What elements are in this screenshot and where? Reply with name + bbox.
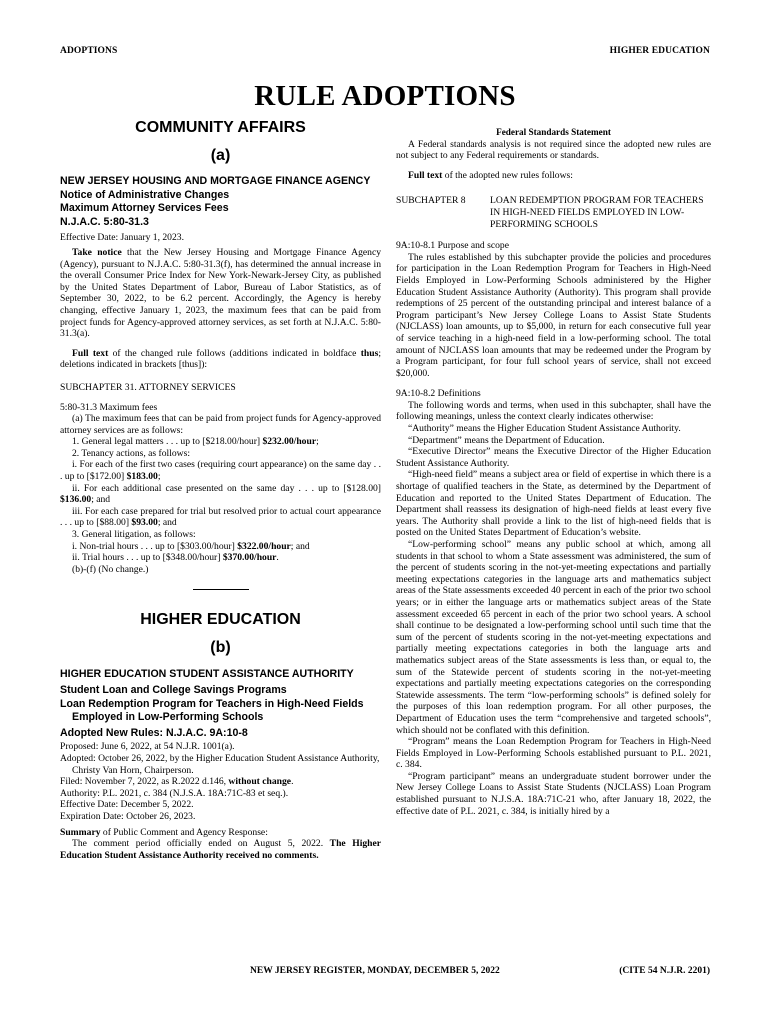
notice-type: Notice of Administrative Changes xyxy=(60,188,230,201)
rule-item-2-iii xyxy=(60,506,381,529)
agency-name: NEW JERSEY HOUSING AND MORTGAGE FINANCE AGENCY xyxy=(60,175,371,187)
effective-date: Effective Date: December 5, 2022. xyxy=(60,799,194,811)
running-header xyxy=(60,46,710,60)
subchapter-heading xyxy=(396,195,711,230)
full-text-note xyxy=(396,170,711,182)
text: i. For each of the first two cases (requiring court appearance) on the same day . . . up to [$172.00] xyxy=(60,459,381,483)
section-divider xyxy=(193,589,249,590)
text: . xyxy=(276,552,279,564)
rule-paragraph-b-f: (b)-(f) (No change.) xyxy=(72,563,149,575)
page-title: RULE ADOPTIONS xyxy=(254,80,516,112)
text: iii. For each case prepared for trial but resolved prior to actual court appearance . . . up to [$88.00] xyxy=(60,505,381,529)
rule-item-2: 2. Tenancy actions, as follows: xyxy=(72,447,190,459)
header-left: ADOPTIONS xyxy=(60,46,118,56)
text: ii. For each additional case presented on the same day . . . up to [$128.00] xyxy=(72,482,381,494)
section-body: The rules established by this subchapter provide the policies and procedures for participation in the Loan Redemption Program for Teachers in High-Need Fields Employed in Low-Performing Schools administered by the Higher Education Student Assistance Authority (Authority). This program shall provide redemptions of 25 percent of the outstanding principal and interest balance of a Program participant’s New Jersey College Loans to Assist State Students (NJCLASS) loan amounts, up to $5,000, in return for each consecutive full year of service teaching in a high-need field in a low-performing school. The total amount of NJCLASS loan amounts that may be redeemed under the Program by a Program participant, for four full school years of service, shall not exceed $20,000. xyxy=(396,251,711,379)
text: ; xyxy=(157,471,161,483)
rule-item-2-i xyxy=(60,459,381,482)
full-text-note xyxy=(60,348,381,371)
footer-citation: (CITE 54 N.J.R. 2201) xyxy=(619,966,710,976)
added-text: $370.00/hour xyxy=(222,552,277,564)
rule-topic: Maximum Attorney Services Fees xyxy=(60,202,229,215)
federal-standards-body: A Federal standards analysis is not required since the adopted new rules are not subject to any Federal requirements or standards. xyxy=(396,138,711,162)
subchapter-title: LOAN REDEMPTION PROGRAM FOR TEACHERS IN HIGH-NEED FIELDS EMPLOYED IN LOW-PERFORMING SCHOOLS xyxy=(490,195,704,230)
added-text: $136.00 xyxy=(60,494,92,506)
subchapter-heading: SUBCHAPTER 31. ATTORNEY SERVICES xyxy=(60,381,236,393)
full-text-lead: Full text xyxy=(72,347,109,359)
rule-code: N.J.A.C. 5:80-31.3 xyxy=(60,215,149,228)
item-letter: (a) xyxy=(210,147,231,164)
rule-item-3-i xyxy=(60,541,381,553)
summary-lead: Summary xyxy=(60,826,101,838)
full-text-body-end: ; deletions indicated in brackets [thus]): xyxy=(60,347,381,371)
rule-item-2-ii xyxy=(60,483,381,506)
right-column xyxy=(396,127,711,817)
definition: “Low-performing school” means any public school at which, among all students in that school to whom a State assessment was administered, the sum of the percent of students scoring in the not-yet-meeting expectations and partially meeting expectations categories in the language arts and mathematics subject areas of the State assessments exceeded 40 percent in each of the prior two school years; or in either the language arts or mathematics subject areas of the State assessment exceeded 65 percent in each of the prior two school years. A school shall continue to be designated a low-performing school until such time that the sum of the percent of students scoring in the not-yet-meeting expectations and partially meeting expectations categories in both the language arts and mathematics subject areas of the State assessments is less than, or equal to, the sum of the Statewide percent of students scoring in the not-yet-meeting expectations and partially meeting expectations categories on the corresponding Statewide assessments. The term “low-performing schools” is defined solely for the purposes of this loan redemption program. For all other purposes, the Department of Education uses the term “comprehensive and targeted schools”, which should not be conflated with this definition. xyxy=(396,539,711,736)
text: ; and xyxy=(91,494,111,506)
definition: “Department” means the Department of Education. xyxy=(408,434,605,446)
department-heading: HIGHER EDUCATION xyxy=(140,611,301,629)
rule-item-3: 3. General litigation, as follows: xyxy=(72,529,196,541)
comment-paragraph xyxy=(60,838,381,861)
text: ; xyxy=(316,436,319,448)
item-letter: (b) xyxy=(210,639,231,657)
definition: “Program participant” means an undergraduate student borrower under the New Jersey College Loans to Assist State Students (NJCLASS) Loan Program established pursuant to N.J.S.A. 18A:71C-21 who, after January 18, 2022, the effective date of P.L. 2021, c. 384, is initially hired by a xyxy=(396,770,711,817)
text: . xyxy=(291,776,294,788)
rule-item-3-ii xyxy=(60,552,381,564)
authority-line: Authority: P.L. 2021, c. 384 (N.J.S.A. 18A:71C-83 et seq.). xyxy=(60,787,289,799)
added-text: $93.00 xyxy=(131,517,158,529)
effective-date: Effective Date: January 1, 2023. xyxy=(60,232,184,244)
summary-body: of Public Comment and Agency Response: xyxy=(100,826,268,838)
definition: “High-need field” means a subject area or field of expertise in which there is a shortage of qualified teachers in the State, as determined by the Department of Education and reported to the United States Department of Education. The Department shall reassess its designation of high-need fields at least every five years. The Authority shall provide a link to the list of high-need fields that is posted on the United States Department of Education’s website. xyxy=(396,469,711,539)
section-heading: 9A:10-8.1 Purpose and scope xyxy=(396,240,509,252)
adopted-line: Adopted: October 26, 2022, by the Higher Education Student Assistance Authority, Christy Van Horn, Chairperson. xyxy=(60,752,380,776)
full-text-lead: Full text xyxy=(408,169,443,181)
text: The comment period officially ended on August 5, 2022. xyxy=(72,838,330,850)
program-subtitle: Loan Redemption Program for Teachers in High-Need Fields Employed in Low-Performing Schools xyxy=(60,697,364,724)
full-text-body: of the adopted new rules follows: xyxy=(442,169,573,181)
full-text-body: of the changed rule follows (additions indicated in boldface xyxy=(108,347,361,359)
section-intro: The following words and terms, when used in this subchapter, shall have the following meanings, unless the context clearly indicates otherwise: xyxy=(396,399,711,423)
bold-text: without change xyxy=(228,776,292,788)
text: ii. Trial hours . . . up to [$348.00/hour] xyxy=(72,552,223,564)
filed-line xyxy=(60,776,381,788)
subchapter-label: SUBCHAPTER 8 xyxy=(396,195,466,207)
rule-paragraph-a: (a) The maximum fees that can be paid from project funds for Agency-approved attorney services are as follows: xyxy=(60,413,381,436)
text: ; and xyxy=(290,540,310,552)
text: i. Non-trial hours . . . up to [$303.00/hour] xyxy=(72,540,238,552)
added-text: $183.00 xyxy=(126,471,158,483)
adopted-rules-code: Adopted New Rules: N.J.A.C. 9A:10-8 xyxy=(60,726,248,739)
section-heading: 9A:10-8.2 Definitions xyxy=(396,388,481,400)
program-title: Student Loan and College Savings Programs xyxy=(60,684,287,696)
proposed-line: Proposed: June 6, 2022, at 54 N.J.R. 1001(a). xyxy=(60,741,235,753)
take-notice-paragraph xyxy=(60,247,381,340)
header-right: HIGHER EDUCATION xyxy=(609,46,710,56)
section-heading: 5:80-31.3 Maximum fees xyxy=(60,401,158,413)
footer-publication: NEW JERSEY REGISTER, MONDAY, DECEMBER 5, 2022 xyxy=(250,966,500,976)
expiration-date: Expiration Date: October 26, 2023. xyxy=(60,810,196,822)
text: Filed: November 7, 2022, as R.2022 d.146, xyxy=(60,776,229,788)
department-heading: COMMUNITY AFFAIRS xyxy=(135,119,306,136)
definition: “Program” means the Loan Redemption Program for Teachers in High-Need Fields Employed in Low-Performing Schools established pursuant to P.L. 2021, c. 384. xyxy=(396,736,711,771)
definition: “Executive Director” means the Executive Director of the Higher Education Student Assistance Authority. xyxy=(396,446,711,469)
added-text: $322.00/hour xyxy=(237,540,291,552)
added-text: $232.00/hour xyxy=(262,436,317,448)
left-column xyxy=(60,118,381,861)
agency-name: HIGHER EDUCATION STUDENT ASSISTANCE AUTHORITY xyxy=(60,668,354,681)
bold-text: The Higher Education Student Assistance Authority received no comments. xyxy=(60,838,382,861)
take-notice-lead: Take notice xyxy=(72,246,122,258)
text: 1. General legal matters . . . up to [$218.00/hour] xyxy=(72,436,263,448)
rule-item-1 xyxy=(60,436,381,448)
definition: “Authority” means the Higher Education Student Assistance Authority. xyxy=(408,423,681,435)
take-notice-body: that the New Jersey Housing and Mortgage Finance Agency (Agency), pursuant to N.J.A.C. 5:80-31.3(f), has determined the annual increase in the overall Consumer Price Index for New York-Newark-Jersey City, as published by the United States Department of Labor, Bureau of Labor Statistics, as of September 30, 2022, to be 6.2 percent. Accordingly, the Agency is hereby changing, effective January 1, 2023, the maximum fees that can be paid from project funds for Agency-approved attorney services, as set forth at N.J.A.C. 5:80-31.3(a). xyxy=(60,246,381,340)
summary-heading xyxy=(60,827,381,839)
text: ; and xyxy=(157,517,177,529)
federal-standards-heading: Federal Standards Statement xyxy=(496,127,611,137)
full-text-bold-example: thus xyxy=(360,347,379,359)
